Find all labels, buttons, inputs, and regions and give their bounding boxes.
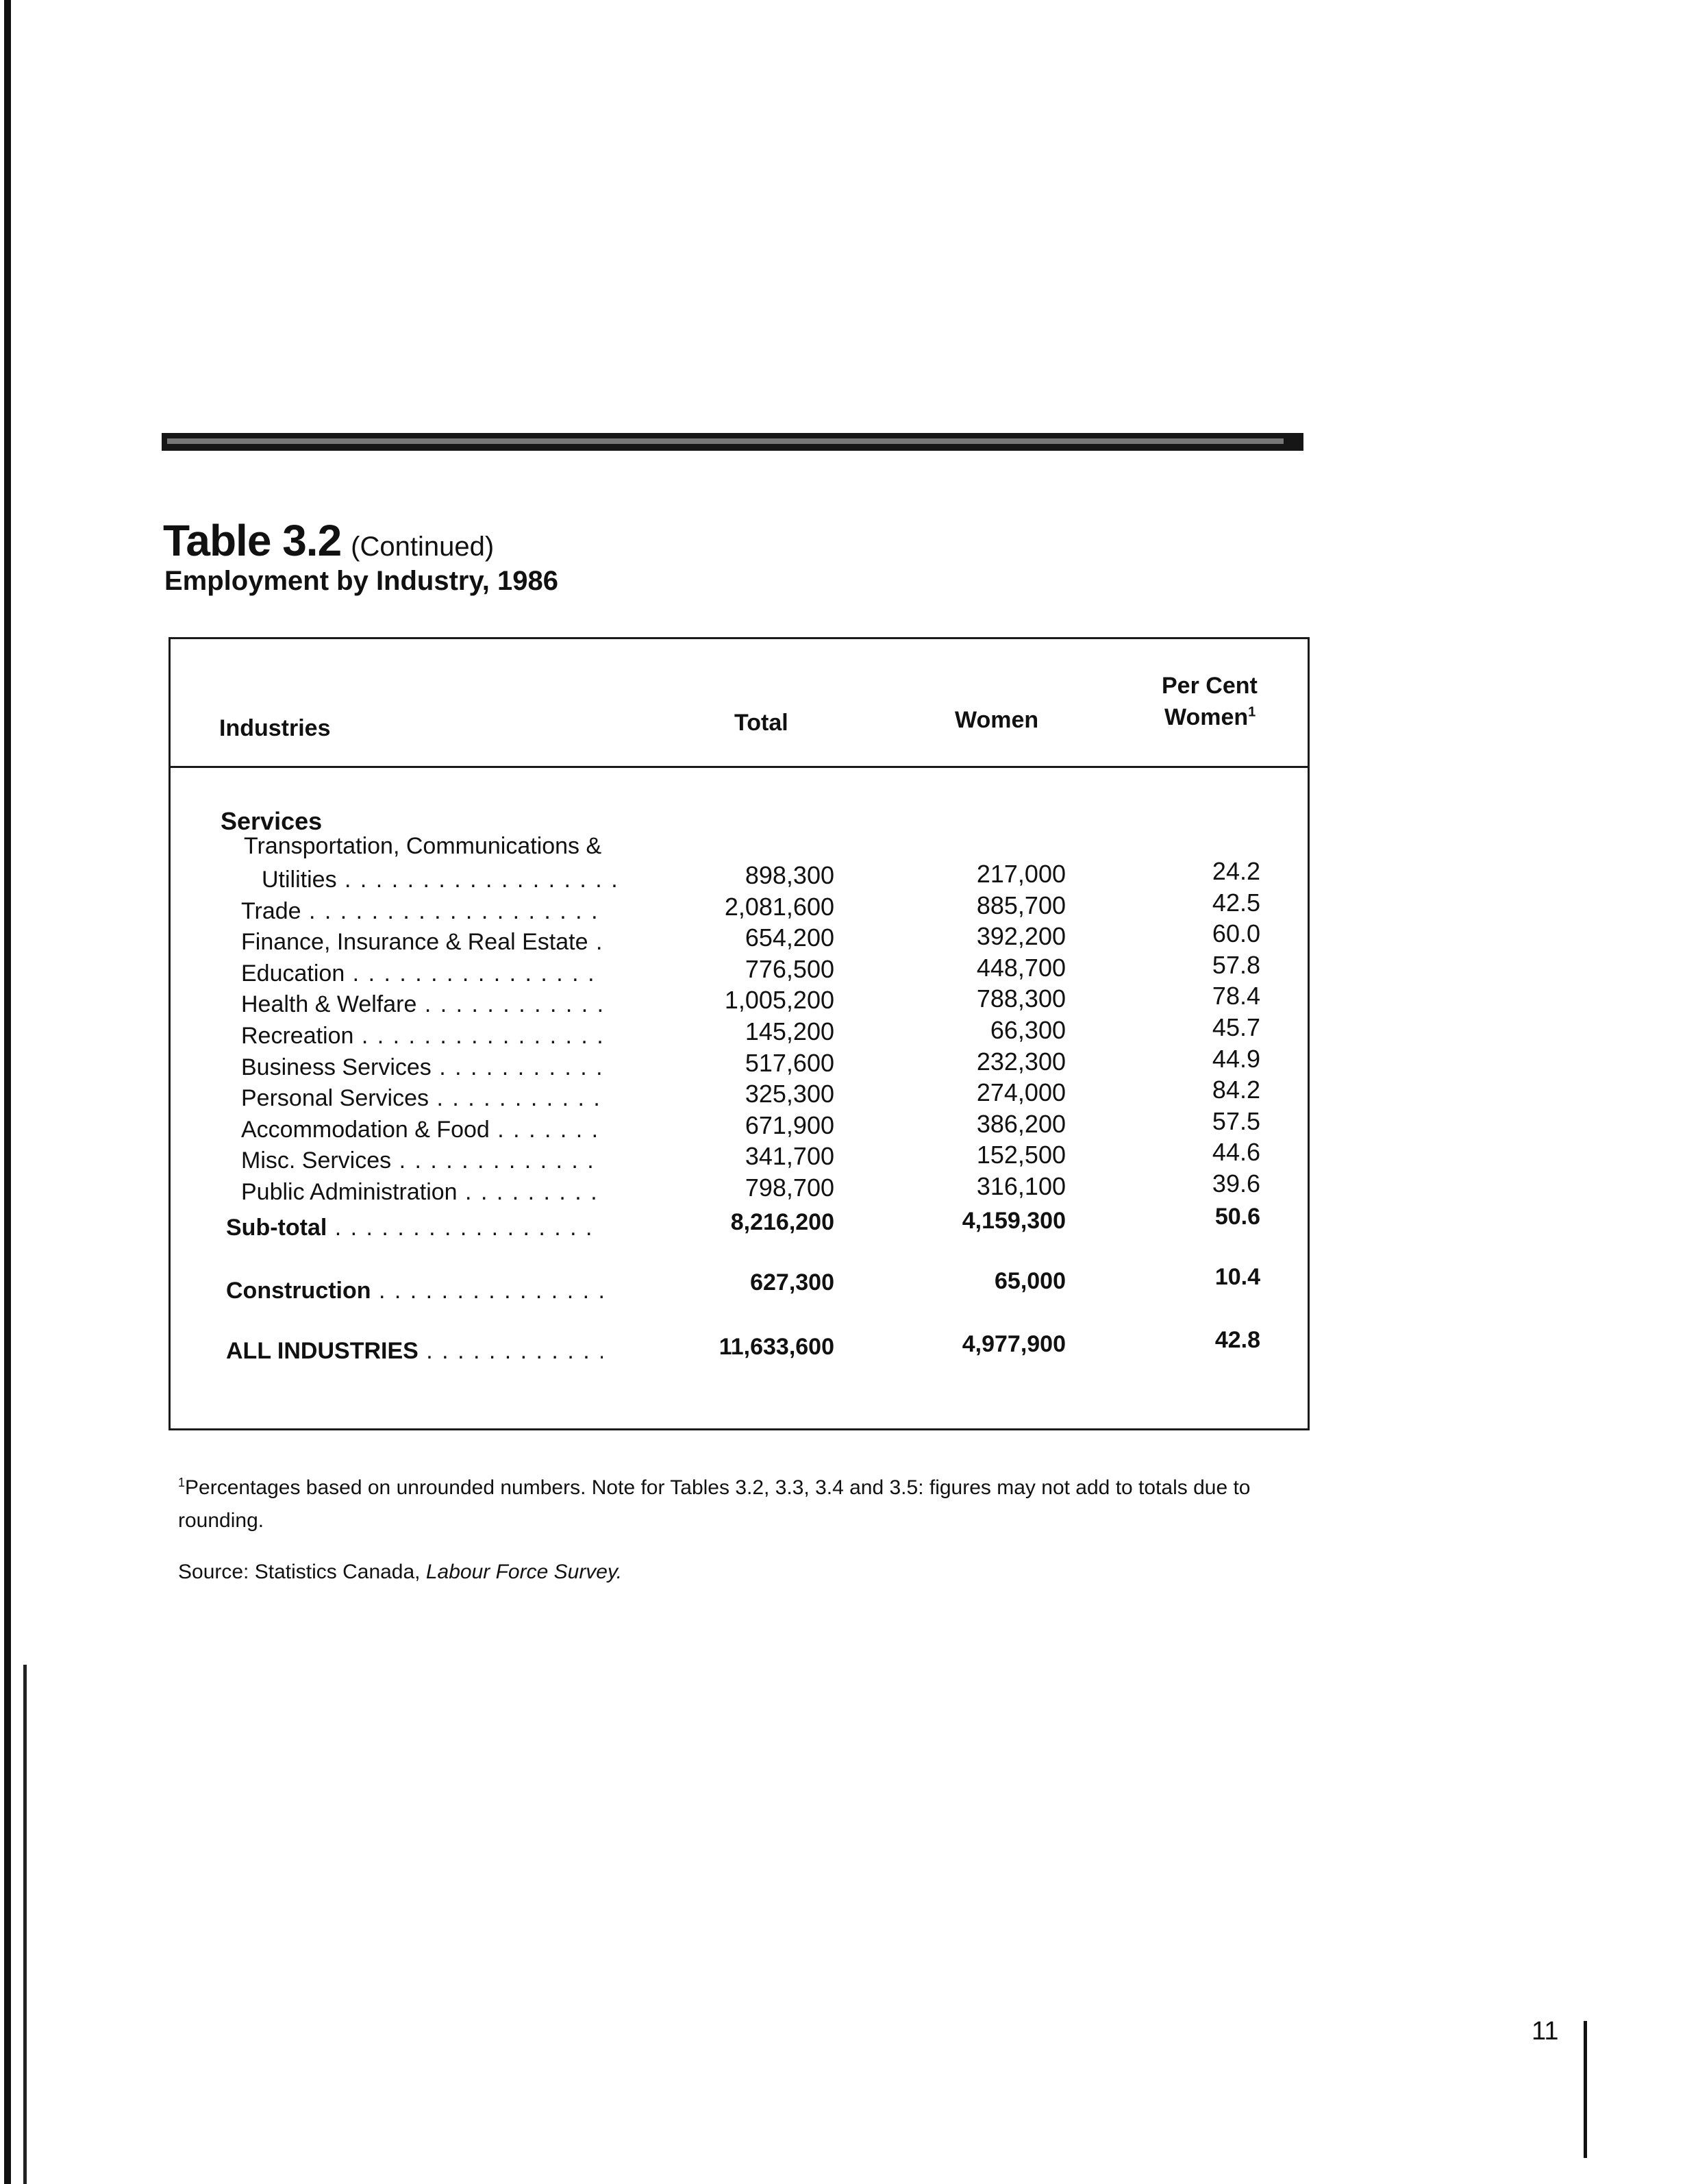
table-title <box>163 515 494 566</box>
footnote <box>178 1466 1274 1537</box>
row-label: Misc. Services . . . <box>241 1145 601 1176</box>
footnote-marker: 1 <box>178 1476 186 1489</box>
row-label: Personal Services . . . <box>241 1083 601 1113</box>
row-total: 798,700 <box>745 1174 834 1202</box>
row-label: Business Services . . . <box>241 1052 601 1082</box>
scan-left-edge <box>4 0 11 2184</box>
row-pct: 57.5 <box>1212 1107 1260 1135</box>
row-label-transportation-line1: Transportation, Communications & <box>244 833 602 859</box>
row-total: 1,005,200 <box>724 986 834 1014</box>
row-pct: 57.8 <box>1212 951 1260 979</box>
row-women: 448,700 <box>976 954 1066 982</box>
row-label: Accommodation & Food . . . <box>241 1115 601 1145</box>
row-women: 217,000 <box>976 860 1066 888</box>
source-prefix: Source: Statistics Canada, <box>178 1561 426 1583</box>
scan-left-edge-lower <box>23 1665 27 2184</box>
row-pct: 44.6 <box>1212 1138 1260 1166</box>
table-number: Table 3.2 <box>163 516 342 565</box>
row-women: 316,100 <box>976 1172 1066 1200</box>
row-pct: 39.6 <box>1212 1169 1260 1198</box>
row-total: 654,200 <box>745 923 834 952</box>
row-total: 325,300 <box>745 1080 834 1108</box>
subtotal-total: 8,216,200 <box>730 1209 834 1235</box>
row-label: Trade . . . <box>241 896 601 926</box>
header-total: Total <box>734 710 788 736</box>
row-total: 671,900 <box>745 1111 834 1139</box>
header-industries: Industries <box>219 715 331 741</box>
all-industries-total: 11,633,600 <box>719 1334 834 1360</box>
row-total: 341,700 <box>745 1142 834 1170</box>
header-women: Women <box>955 707 1039 733</box>
row-pct: 42.5 <box>1212 889 1260 917</box>
construction-label: Construction . . . <box>226 1276 603 1306</box>
table-subtitle: Employment by Industry, 1986 <box>164 566 558 596</box>
row-total: 145,200 <box>745 1017 834 1045</box>
row-label: Public Administration . . . <box>241 1177 601 1207</box>
row-pct: 84.2 <box>1212 1076 1260 1104</box>
row-label: Education . . . <box>241 958 601 989</box>
row-women: 66,300 <box>990 1016 1066 1044</box>
row-women: 274,000 <box>976 1078 1066 1106</box>
row-women: 392,200 <box>976 922 1066 950</box>
row-total: 2,081,600 <box>724 893 834 921</box>
header-pct-text: Women <box>1164 704 1249 730</box>
section-services: Services <box>221 807 323 835</box>
header-rule-inner <box>167 438 1284 444</box>
row-women: 885,700 <box>976 891 1066 919</box>
header-divider <box>170 766 1308 768</box>
subtotal-label: Sub-total . . . <box>226 1213 603 1243</box>
row-women: 232,300 <box>976 1047 1066 1076</box>
page-number: 11 <box>1532 2017 1559 2046</box>
row-label: Recreation . . . <box>241 1021 601 1051</box>
header-pct-line1: Per Cent <box>1162 673 1258 699</box>
row-label: Utilities . . . <box>262 865 622 895</box>
row-pct: 24.2 <box>1212 857 1260 885</box>
row-women: 152,500 <box>976 1141 1066 1169</box>
row-label: Finance, Insurance & Real Estate . . . <box>241 927 601 957</box>
footnote-text: Percentages based on unrounded numbers. Note for Tables 3.2, 3.3, 3.4 and 3.5: figures may not add to totals due to rounding. <box>178 1476 1251 1532</box>
row-total: 776,500 <box>745 955 834 983</box>
construction-pct: 10.4 <box>1214 1264 1260 1290</box>
page-number-bar <box>1584 2021 1587 2158</box>
row-pct: 45.7 <box>1212 1013 1260 1041</box>
table-continued: (Continued) <box>351 532 495 562</box>
row-pct: 60.0 <box>1212 919 1260 947</box>
all-industries-pct: 42.8 <box>1214 1327 1260 1353</box>
subtotal-women: 4,159,300 <box>962 1208 1066 1234</box>
construction-women: 65,000 <box>995 1268 1066 1294</box>
header-pct-line2 <box>1164 704 1256 731</box>
row-total: 517,600 <box>745 1049 834 1077</box>
row-total: 898,300 <box>745 861 834 889</box>
row-pct: 78.4 <box>1212 982 1260 1010</box>
row-women: 788,300 <box>976 984 1066 1013</box>
row-pct: 44.9 <box>1212 1045 1260 1073</box>
row-women: 386,200 <box>976 1110 1066 1138</box>
header-pct-footnote-marker: 1 <box>1248 704 1256 720</box>
row-label: Health & Welfare . . . <box>241 989 601 1019</box>
all-industries-label: ALL INDUSTRIES . . . <box>226 1336 603 1366</box>
source-line <box>178 1561 622 1584</box>
all-industries-women: 4,977,900 <box>962 1331 1066 1357</box>
construction-total: 627,300 <box>750 1269 834 1295</box>
subtotal-pct: 50.6 <box>1214 1204 1260 1230</box>
source-title: Labour Force Survey. <box>425 1561 623 1583</box>
